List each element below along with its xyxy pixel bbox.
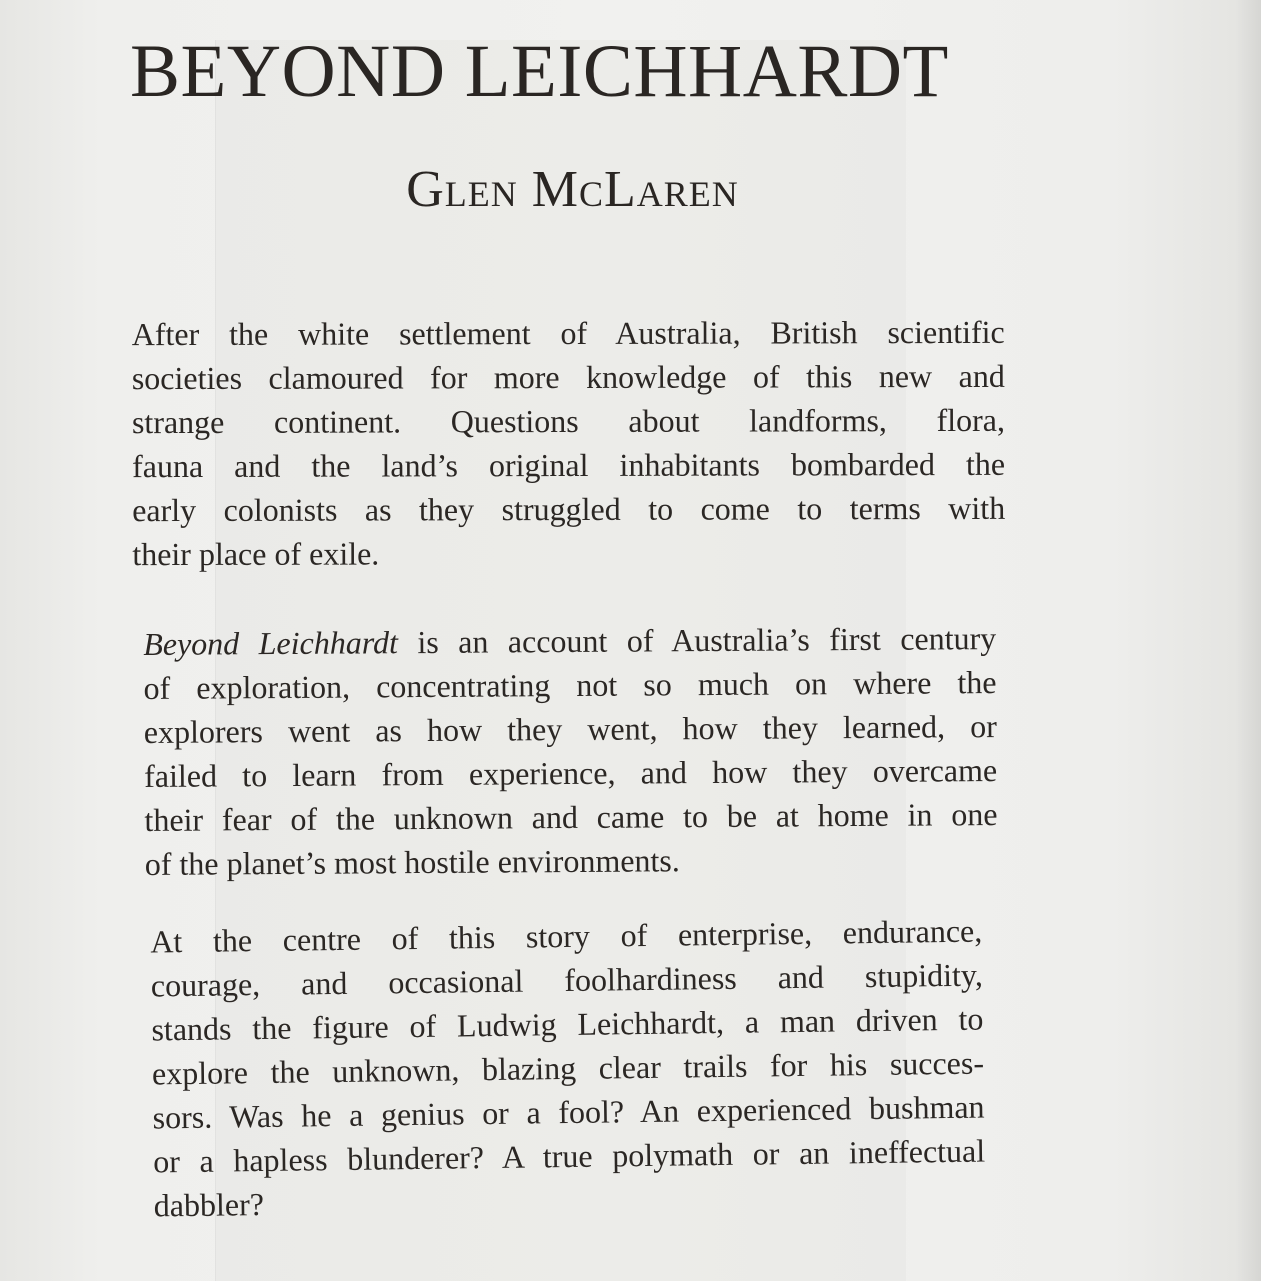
text-line: or a hapless blunderer? A true polymath or an ineffectual <box>152 1132 986 1180</box>
author-name: Glen McLaren <box>406 161 739 218</box>
text-line: strange continent. Questions about landforms, flora, <box>131 401 1005 441</box>
text-line: their place of exile. <box>132 535 380 573</box>
paragraph-2 <box>143 616 998 886</box>
text-line: explore the unknown, blazing clear trails for his succes- <box>151 1044 985 1092</box>
text-line: At the centre of this story of enterprise, endurance, <box>150 912 983 960</box>
text-line: sors. Was he a genius or a fool? An experienced bushman <box>152 1088 985 1136</box>
text-line: failed to learn from experience, and how they overcame <box>144 752 998 794</box>
paragraph-3 <box>150 909 986 1228</box>
paragraph-1 <box>132 310 1006 576</box>
text-line: societies clamoured for more knowledge of this new and <box>131 357 1005 397</box>
text-line-first <box>143 616 996 666</box>
page-edge-shadow <box>1235 0 1261 1281</box>
italic-book-title: Beyond Leichhardt <box>143 624 399 662</box>
text-line: courage, and occasional foolhardiness and stupidity, <box>150 956 984 1004</box>
text-line-rest: is an account of Australia’s first century <box>397 620 997 661</box>
book-title: BEYOND LEICHHARDT <box>130 30 949 113</box>
text-line: stands the figure of Ludwig Leichhardt, a man driven to <box>151 1000 984 1048</box>
text-line: of exploration, concentrating not so much on where the <box>143 664 997 706</box>
text-line: of the planet’s most hostile environments. <box>144 842 680 882</box>
text-line: dabbler? <box>153 1185 265 1224</box>
text-line: their fear of the unknown and came to be at home in one <box>144 796 998 838</box>
text-line: explorers went as how they went, how they learned, or <box>143 708 997 750</box>
text-line: After the white settlement of Australia, British scientific <box>131 313 1005 353</box>
text-line: early colonists as they struggled to come to terms with <box>132 489 1006 529</box>
text-line: fauna and the land’s original inhabitants bombarded the <box>132 445 1006 485</box>
